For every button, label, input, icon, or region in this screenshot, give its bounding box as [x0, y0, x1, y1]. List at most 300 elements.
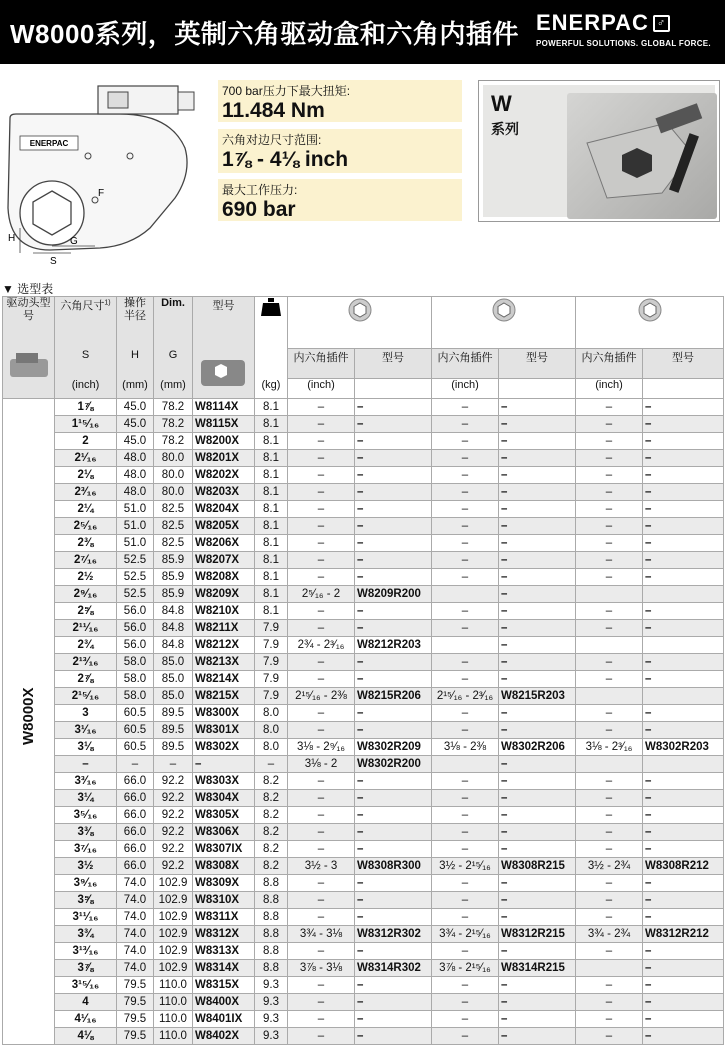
table-row — [3, 552, 724, 569]
table-cell: W8311X — [193, 909, 255, 926]
table-cell: – — [643, 909, 724, 926]
table-cell: – — [355, 1028, 432, 1045]
section-title: ▼ 选型表 — [2, 282, 54, 296]
table-cell: 2¹⁵⁄₁₆ - 2³⁄₁₆ — [432, 688, 499, 705]
table-cell: – — [643, 807, 724, 824]
table-cell: 2¹⁄₁₆ — [55, 450, 117, 467]
table-row — [3, 518, 724, 535]
table-cell: – — [55, 756, 117, 773]
table-row — [3, 824, 724, 841]
table-cell: – — [432, 977, 499, 994]
table-cell: 3¾ - 3⅛ — [288, 926, 355, 943]
table-cell: 3 — [55, 705, 117, 722]
table-cell: – — [499, 518, 576, 535]
table-cell: 48.0 — [117, 484, 154, 501]
table-cell: 8.1 — [255, 518, 288, 535]
table-cell: W8205X — [193, 518, 255, 535]
table-cell: – — [499, 722, 576, 739]
table-cell: 2 — [55, 433, 117, 450]
table-cell: – — [355, 790, 432, 807]
table-cell: – — [643, 671, 724, 688]
series-box-background — [483, 85, 715, 217]
table-cell: 48.0 — [117, 467, 154, 484]
table-cell: – — [499, 756, 576, 773]
table-cell: – — [432, 654, 499, 671]
table-cell: 8.2 — [255, 858, 288, 875]
table-cell: – — [355, 671, 432, 688]
table-cell: 2⁵⁄₁₆ — [55, 518, 117, 535]
table-cell: 78.2 — [154, 416, 193, 433]
table-cell: 52.5 — [117, 569, 154, 586]
table-cell: – — [576, 620, 643, 637]
col-hex-head — [55, 297, 117, 349]
table-cell: – — [576, 399, 643, 416]
table-row — [3, 433, 724, 450]
table-row — [3, 637, 724, 654]
table-cell: 84.8 — [154, 637, 193, 654]
table-cell: 8.0 — [255, 705, 288, 722]
table-cell: – — [499, 552, 576, 569]
table-cell: 60.5 — [117, 705, 154, 722]
table-cell: – — [432, 773, 499, 790]
table-cell: – — [432, 501, 499, 518]
table-cell: – — [499, 875, 576, 892]
col-dim-head: Dim. — [154, 297, 193, 349]
table-cell: – — [154, 756, 193, 773]
table-cell: W8402X — [193, 1028, 255, 1045]
table-cell: W8206X — [193, 535, 255, 552]
table-cell — [432, 756, 499, 773]
table-cell: 3⅛ - 2³⁄₁₆ — [576, 739, 643, 756]
table-cell: – — [643, 535, 724, 552]
table-cell: 8.1 — [255, 433, 288, 450]
insert-3-label: 内六角插件 — [576, 349, 643, 379]
table-cell: 3½ - 2¹⁵⁄₁₆ — [432, 858, 499, 875]
table-cell: 8.1 — [255, 586, 288, 603]
table-cell: – — [288, 433, 355, 450]
table-cell: W8301X — [193, 722, 255, 739]
table-row — [3, 790, 724, 807]
table-cell: – — [576, 416, 643, 433]
table-cell: 2⅝ — [55, 603, 117, 620]
table-cell: – — [643, 824, 724, 841]
table-cell — [643, 586, 724, 603]
table-cell: – — [288, 399, 355, 416]
table-cell: – — [499, 586, 576, 603]
table-cell: 8.8 — [255, 926, 288, 943]
table-cell: 92.2 — [154, 790, 193, 807]
col-g-letter: G — [154, 349, 193, 379]
table-cell: – — [288, 518, 355, 535]
col-radius-head: 操作半径 — [117, 297, 154, 349]
table-body — [3, 399, 724, 1045]
table-cell: W8314R302 — [355, 960, 432, 977]
table-cell: – — [499, 1028, 576, 1045]
table-cell: – — [499, 569, 576, 586]
table-cell: – — [288, 450, 355, 467]
table-row — [3, 1028, 724, 1045]
table-cell: – — [288, 790, 355, 807]
table-row — [3, 943, 724, 960]
table-cell: – — [288, 552, 355, 569]
unit-insert-3: (inch) — [576, 379, 643, 399]
spec-label: 六角对边尺寸范围: — [222, 133, 322, 147]
table-cell: W8309X — [193, 875, 255, 892]
series-label: 系列 — [491, 121, 519, 137]
table-cell: – — [288, 807, 355, 824]
table-row — [3, 722, 724, 739]
table-cell: W8207X — [193, 552, 255, 569]
table-cell: 3½ - 2¾ — [576, 858, 643, 875]
table-cell: 92.2 — [154, 824, 193, 841]
table-row — [3, 841, 724, 858]
table-cell: – — [432, 569, 499, 586]
table-cell: – — [499, 994, 576, 1011]
table-cell: – — [499, 824, 576, 841]
table-row — [3, 688, 724, 705]
table-cell: 45.0 — [117, 433, 154, 450]
table-cell: – — [288, 603, 355, 620]
table-cell: 2³⁄₁₆ — [55, 484, 117, 501]
table-cell: – — [432, 705, 499, 722]
table-cell: – — [643, 943, 724, 960]
table-cell: W8302R206 — [499, 739, 576, 756]
table-cell: 8.1 — [255, 569, 288, 586]
table-cell: – — [355, 569, 432, 586]
spec-value: 11.484 Nm — [222, 99, 325, 122]
table-cell: – — [355, 484, 432, 501]
spec-max-torque — [218, 80, 462, 122]
table-cell: – — [355, 841, 432, 858]
table-cell: – — [288, 909, 355, 926]
table-cell: 2⅛ — [55, 467, 117, 484]
table-cell: – — [355, 433, 432, 450]
table-cell: – — [432, 620, 499, 637]
table-cell — [432, 586, 499, 603]
table-cell: – — [576, 569, 643, 586]
table-row — [3, 484, 724, 501]
table-row — [3, 960, 724, 977]
table-cell: – — [499, 603, 576, 620]
table-cell: – — [355, 807, 432, 824]
table-cell: W8400X — [193, 994, 255, 1011]
table-cell: 58.0 — [117, 654, 154, 671]
col-drive-label: 驱动头型号 — [6, 297, 51, 322]
table-cell: – — [288, 994, 355, 1011]
table-cell: – — [576, 450, 643, 467]
table-cell: 2¹¹⁄₁₆ — [55, 620, 117, 637]
table-cell: 92.2 — [154, 841, 193, 858]
table-cell: – — [255, 756, 288, 773]
table-cell: W8200X — [193, 433, 255, 450]
table-cell: – — [288, 671, 355, 688]
table-cell: W8313X — [193, 943, 255, 960]
table-cell: 56.0 — [117, 603, 154, 620]
table-cell: W8212R203 — [355, 637, 432, 654]
table-cell: 3⅛ — [55, 739, 117, 756]
table-cell: W8304X — [193, 790, 255, 807]
table-cell: – — [288, 841, 355, 858]
table-cell: – — [432, 671, 499, 688]
table-cell: 66.0 — [117, 841, 154, 858]
insert-2-label: 内六角插件 — [432, 349, 499, 379]
table-cell: W8401IX — [193, 1011, 255, 1028]
table-cell — [643, 637, 724, 654]
table-cell: 3⅛ - 2 — [288, 756, 355, 773]
col-model-head: 型号 — [193, 297, 255, 349]
table-cell: – — [576, 892, 643, 909]
table-cell: – — [499, 1011, 576, 1028]
table-subheader-row — [3, 349, 724, 379]
table-cell: W8306X — [193, 824, 255, 841]
dim-g-label: G — [70, 236, 78, 247]
table-cell: – — [432, 518, 499, 535]
table-cell: W8210X — [193, 603, 255, 620]
table-cell: 3¼ — [55, 790, 117, 807]
table-cell: – — [576, 841, 643, 858]
table-cell: 85.9 — [154, 586, 193, 603]
table-cell: – — [499, 977, 576, 994]
table-cell: – — [288, 892, 355, 909]
table-cell: 8.1 — [255, 484, 288, 501]
table-cell: – — [288, 501, 355, 518]
table-row — [3, 671, 724, 688]
table-cell — [643, 756, 724, 773]
table-cell: – — [499, 671, 576, 688]
table-cell: W8215X — [193, 688, 255, 705]
table-cell: 48.0 — [117, 450, 154, 467]
col-hex-label: 六角尺寸 — [60, 300, 105, 312]
insert-group-1-icon-cell — [288, 297, 432, 349]
table-cell: 51.0 — [117, 535, 154, 552]
table-cell: 92.2 — [154, 807, 193, 824]
table-cell: – — [643, 620, 724, 637]
table-cell: 74.0 — [117, 926, 154, 943]
table-cell: 92.2 — [154, 858, 193, 875]
table-cell: 3⁵⁄₁₆ — [55, 807, 117, 824]
table-cell: 8.1 — [255, 399, 288, 416]
table-cell: 79.5 — [117, 977, 154, 994]
selection-table — [2, 296, 724, 1045]
table-cell: – — [576, 909, 643, 926]
table-cell: 2⁵⁄₁₆ - 2 — [288, 586, 355, 603]
table-cell: W8215R203 — [499, 688, 576, 705]
table-cell: 82.5 — [154, 501, 193, 518]
table-cell: – — [643, 518, 724, 535]
table-cell: W8315X — [193, 977, 255, 994]
table-cell: 74.0 — [117, 892, 154, 909]
table-cell: 66.0 — [117, 824, 154, 841]
table-cell: 51.0 — [117, 501, 154, 518]
table-cell: – — [432, 433, 499, 450]
table-cell: 82.5 — [154, 535, 193, 552]
table-cell: – — [499, 705, 576, 722]
table-cell: – — [499, 433, 576, 450]
table-cell: 3⅛ - 2⅜ — [432, 739, 499, 756]
table-cell: W8300X — [193, 705, 255, 722]
table-cell: – — [432, 484, 499, 501]
table-cell: W8202X — [193, 467, 255, 484]
table-cell: – — [499, 637, 576, 654]
table-cell: – — [576, 977, 643, 994]
table-cell: – — [643, 960, 724, 977]
table-row — [3, 620, 724, 637]
table-cell: – — [643, 722, 724, 739]
col-h-letter: H — [117, 349, 154, 379]
table-cell: – — [576, 824, 643, 841]
table-cell: – — [288, 773, 355, 790]
table-cell: – — [355, 909, 432, 926]
table-cell: W8302R203 — [643, 739, 724, 756]
table-cell: – — [643, 654, 724, 671]
table-cell: – — [576, 552, 643, 569]
table-row — [3, 977, 724, 994]
table-row — [3, 773, 724, 790]
table-cell: – — [643, 501, 724, 518]
dim-h-label: H — [8, 233, 16, 244]
table-cell: 8.2 — [255, 790, 288, 807]
table-cell: – — [355, 773, 432, 790]
table-cell: 102.9 — [154, 892, 193, 909]
table-cell: 102.9 — [154, 926, 193, 943]
table-cell: W8305X — [193, 807, 255, 824]
table-cell: – — [576, 705, 643, 722]
table-cell: – — [643, 994, 724, 1011]
table-cell: W8314X — [193, 960, 255, 977]
hex-insert-icon — [638, 297, 662, 323]
table-cell: – — [643, 484, 724, 501]
insert-group-3-icon-cell — [576, 297, 724, 349]
table-cell: 85.9 — [154, 552, 193, 569]
table-cell: W8308R300 — [355, 858, 432, 875]
table-cell: 2¼ — [55, 501, 117, 518]
insert-1-model-label: 型号 — [355, 349, 432, 379]
table-row — [3, 705, 724, 722]
table-cell: 45.0 — [117, 416, 154, 433]
unit-g: (mm) — [154, 379, 193, 399]
table-cell: – — [355, 875, 432, 892]
table-row — [3, 416, 724, 433]
table-cell: – — [576, 875, 643, 892]
table-cell: 3⅞ - 3⅛ — [288, 960, 355, 977]
insert-2-model-label: 型号 — [499, 349, 576, 379]
table-cell: – — [432, 824, 499, 841]
table-cell: – — [432, 467, 499, 484]
table-cell: 7.9 — [255, 620, 288, 637]
table-units-row — [3, 379, 724, 399]
table-cell: – — [643, 875, 724, 892]
table-cell: – — [499, 399, 576, 416]
table-cell: 56.0 — [117, 637, 154, 654]
table-cell: W8302R209 — [355, 739, 432, 756]
table-cell: 2¹³⁄₁₆ — [55, 654, 117, 671]
table-cell: – — [499, 807, 576, 824]
table-cell: – — [643, 433, 724, 450]
table-cell: – — [643, 841, 724, 858]
table-cell: W8312R302 — [355, 926, 432, 943]
table-cell: 78.2 — [154, 399, 193, 416]
table-cell: 8.8 — [255, 875, 288, 892]
table-cell: 3⅛ - 2⁹⁄₁₆ — [288, 739, 355, 756]
table-cell: – — [355, 620, 432, 637]
hex-insert-icon — [492, 297, 516, 323]
spec-label: 700 bar压力下最大扭矩: — [222, 84, 351, 98]
table-cell: – — [499, 535, 576, 552]
table-cell: 8.8 — [255, 909, 288, 926]
page-header — [0, 0, 725, 64]
table-cell: – — [355, 518, 432, 535]
spec-value: 1⅞ - 4⅛ inch — [222, 148, 349, 171]
table-cell: W8310X — [193, 892, 255, 909]
table-cell: 102.9 — [154, 943, 193, 960]
table-cell: 79.5 — [117, 994, 154, 1011]
insert-1-label: 内六角插件 — [288, 349, 355, 379]
insert-3-model-label: 型号 — [643, 349, 724, 379]
table-cell: – — [288, 824, 355, 841]
table-cell: – — [355, 603, 432, 620]
table-cell: – — [643, 1028, 724, 1045]
table-cell: W8204X — [193, 501, 255, 518]
drive-model-side-label — [3, 399, 55, 1045]
table-cell: W8307IX — [193, 841, 255, 858]
table-row — [3, 909, 724, 926]
table-cell: 8.2 — [255, 807, 288, 824]
table-row — [3, 875, 724, 892]
table-cell: W8208X — [193, 569, 255, 586]
table-cell: W8215R206 — [355, 688, 432, 705]
page-title: W8000系列，英制六角驱动盒和六角内插件 — [10, 19, 519, 49]
table-cell: 102.9 — [154, 875, 193, 892]
table-row — [3, 654, 724, 671]
table-cell: – — [499, 943, 576, 960]
table-cell: – — [355, 535, 432, 552]
table-cell: W8308R215 — [499, 858, 576, 875]
table-cell: 102.9 — [154, 960, 193, 977]
unit-weight: (kg) — [255, 379, 288, 399]
table-cell: 3⅜ — [55, 824, 117, 841]
table-cell: – — [643, 552, 724, 569]
table-cell: – — [576, 994, 643, 1011]
table-row — [3, 807, 724, 824]
table-cell: – — [499, 654, 576, 671]
table-cell: 89.5 — [154, 722, 193, 739]
table-cell: 74.0 — [117, 960, 154, 977]
table-cell: – — [355, 450, 432, 467]
table-cell: – — [643, 790, 724, 807]
table-cell: – — [355, 467, 432, 484]
table-cell: W8308R212 — [643, 858, 724, 875]
weight-icon — [260, 297, 282, 317]
spec-hex-range — [218, 129, 462, 173]
table-cell: – — [432, 535, 499, 552]
table-cell: 60.5 — [117, 739, 154, 756]
table-cell: – — [432, 841, 499, 858]
table-cell: – — [288, 467, 355, 484]
table-cell: W8312X — [193, 926, 255, 943]
table-cell: – — [499, 501, 576, 518]
hex-insert-icon — [348, 297, 372, 323]
unit-insert-2: (inch) — [432, 379, 499, 399]
brand-mark-icon: ♂ — [653, 15, 670, 32]
table-cell: – — [499, 909, 576, 926]
table-cell: 8.1 — [255, 467, 288, 484]
table-cell: 3¹⁄₁₆ — [55, 722, 117, 739]
table-cell — [576, 586, 643, 603]
table-cell: – — [499, 790, 576, 807]
table-cell: – — [576, 1011, 643, 1028]
table-cell: 89.5 — [154, 705, 193, 722]
table-cell: 60.5 — [117, 722, 154, 739]
